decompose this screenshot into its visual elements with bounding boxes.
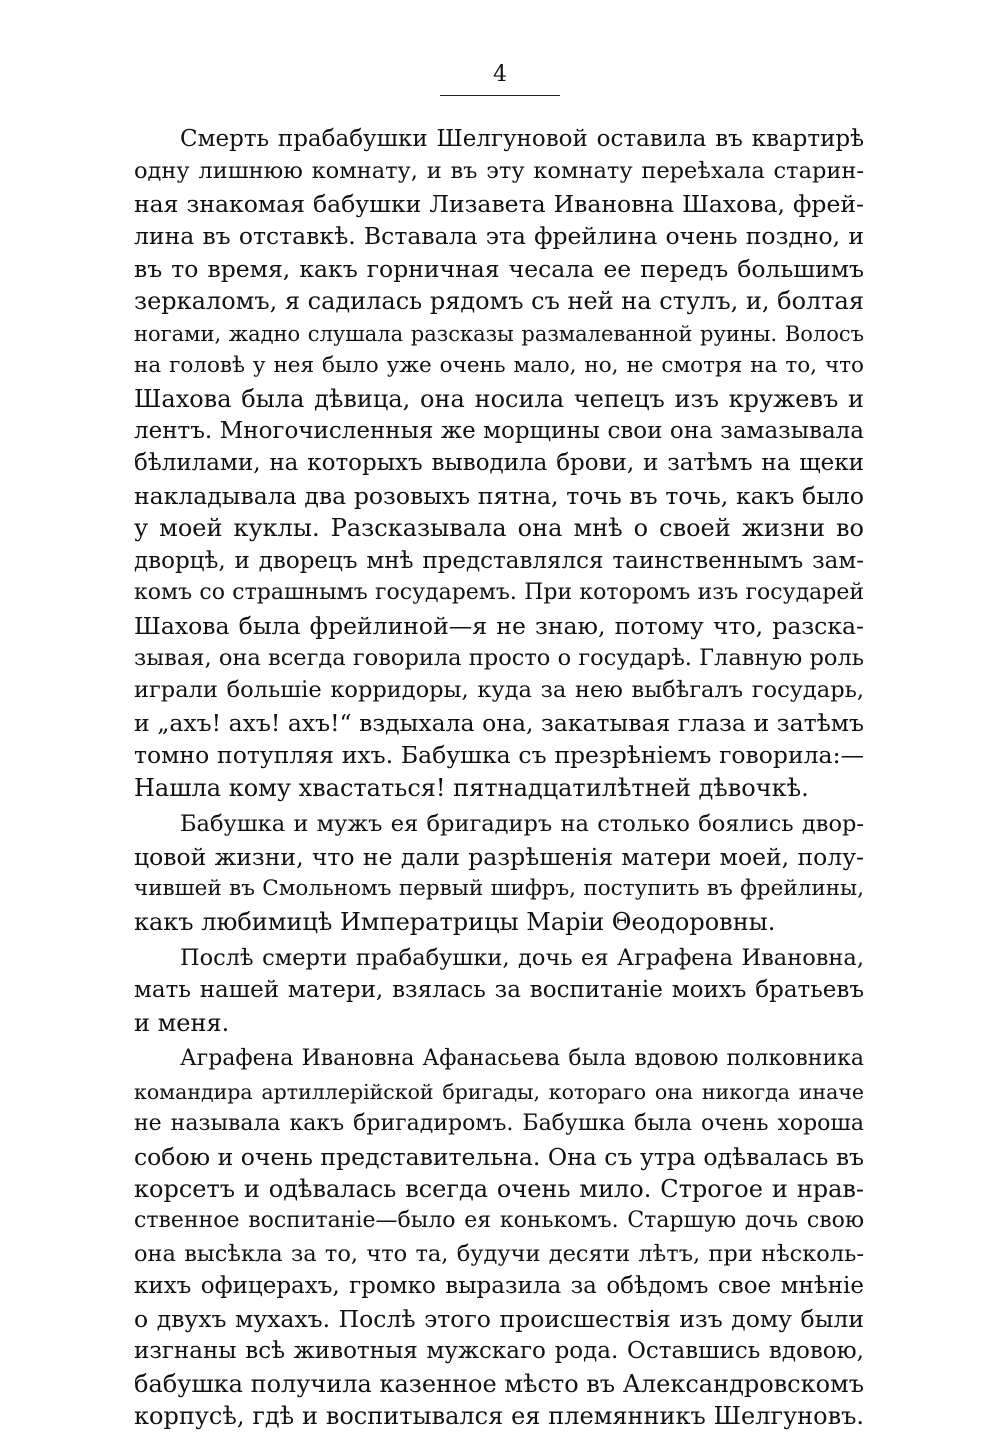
text-line: томно потупляя ихъ. Бабушка съ презрѣніемъ говорила:— bbox=[134, 741, 864, 770]
paragraph bbox=[134, 123, 864, 804]
text-line: она высѣкла за то, что та, будучи десяти лѣтъ, при нѣсколь- bbox=[134, 1240, 864, 1267]
text-line: лина въ отставкѣ. Вставала эта фрейлина очень поздно, и bbox=[134, 222, 864, 251]
text-line: ногами, жадно слушала разсказы размалеванной руины. Волосъ bbox=[134, 321, 864, 346]
text-line: не называла какъ бригадиромъ. Бабушка была очень хороша bbox=[134, 1111, 864, 1137]
text-line: Послѣ смерти прабабушки, дочь ея Аграфена Ивановна, bbox=[180, 944, 864, 971]
text-line: бѣлилами, на которыхъ выводила брови, и затѣмъ на щеки bbox=[134, 450, 864, 477]
text-line: Нашла кому хвастаться! пятнадцатилѣтней дѣвочкѣ. bbox=[134, 773, 809, 802]
text-line: командира артиллерійской бригады, котораго она никогда иначе bbox=[134, 1079, 864, 1104]
text-line: Шахова была дѣвица, она носила чепецъ изъ кружевъ и bbox=[134, 384, 864, 413]
text-line: какъ любимицѣ Императрицы Маріи Θеодоровны. bbox=[134, 907, 776, 936]
text-line: одну лишнюю комнату, и въ эту комнату переѣхала старин- bbox=[134, 158, 864, 185]
text-line: собою и очень представительна. Она съ утра одѣвалась въ bbox=[134, 1142, 864, 1171]
text-line: комъ со страшнымъ государемъ. При которомъ изъ государей bbox=[134, 580, 864, 606]
paragraph bbox=[134, 1043, 864, 1432]
text-line: Бабушка и мужъ ея бригадиръ на столько боялись двор- bbox=[180, 811, 864, 838]
text-line: о двухъ мухахъ. Послѣ этого происшествія изъ дому были bbox=[134, 1304, 864, 1333]
text-line: играли большіе корридоры, куда за нею выбѣгалъ государь, bbox=[134, 677, 864, 704]
text-line: ная знакомая бабушки Лизавета Ивановна Шахова, фрей- bbox=[134, 189, 864, 218]
text-line: мать нашей матери, взялась за воспитаніе моихъ братьевъ bbox=[134, 977, 864, 1004]
text-line: накладывала два розовыхъ пятна, точь въ точь, какъ было bbox=[134, 481, 864, 510]
header-rule bbox=[440, 95, 560, 96]
text-line: чившей въ Смольномъ первый шифръ, поступить въ фрейлины, bbox=[134, 876, 864, 902]
text-line: Смерть прабабушки Шелгуновой оставила въ квартирѣ bbox=[180, 126, 864, 152]
text-line: ственное воспитаніе—было ея конькомъ. Старшую дочь свою bbox=[134, 1208, 864, 1234]
text-line: цовой жизни, что не дали разрѣшенія матери моей, полу- bbox=[134, 842, 864, 871]
paragraph bbox=[134, 942, 864, 1039]
text-line: зывая, она всегда говорила просто о государѣ. Главную роль bbox=[134, 645, 864, 671]
page-number: 4 bbox=[493, 62, 507, 87]
text-line: и меня. bbox=[134, 1008, 230, 1037]
text-line: Шахова была фрейлиной—я не знаю, потому что, разска- bbox=[134, 611, 864, 640]
text-line: у моей куклы. Разсказывала она мнѣ о своей жизни во bbox=[134, 514, 864, 543]
text-line: бабушка получила казенное мѣсто въ Александровскомъ bbox=[134, 1369, 864, 1398]
text-line: Аграфена Ивановна Афанасьева была вдовою полковника bbox=[180, 1046, 864, 1072]
text-line: зеркаломъ, я садилась рядомъ съ ней на стулъ, и, болтая bbox=[134, 287, 864, 316]
text-line: корсетъ и одѣвалась всегда очень мило. Строгое и нрав- bbox=[134, 1175, 864, 1203]
text-line: и „ахъ! ахъ! ахъ!“ вздыхала она, закатывая глаза и затѣмъ bbox=[134, 708, 864, 737]
text-line: кихъ офицерахъ, громко выразила за обѣдомъ свое мнѣніе bbox=[134, 1273, 864, 1300]
text-line: на головѣ у нея было уже очень мало, но, не смотря на то, что bbox=[134, 353, 864, 379]
text-line: корпусѣ, гдѣ и воспитывался ея племянникъ Шелгуновъ. bbox=[134, 1402, 864, 1431]
text-line: изгнаны всѣ животныя мужскаго рода. Оставшись вдовою, bbox=[134, 1338, 864, 1365]
text-line: лентъ. Многочисленныя же морщины свои она замазывала bbox=[134, 417, 864, 444]
text-line: дворцѣ, и дворецъ мнѣ представлялся таинственнымъ зам- bbox=[134, 547, 864, 574]
text-line: въ то время, какъ горничная чесала ее передъ большимъ bbox=[134, 254, 864, 283]
body-text bbox=[134, 123, 864, 1433]
paragraph bbox=[134, 808, 864, 938]
